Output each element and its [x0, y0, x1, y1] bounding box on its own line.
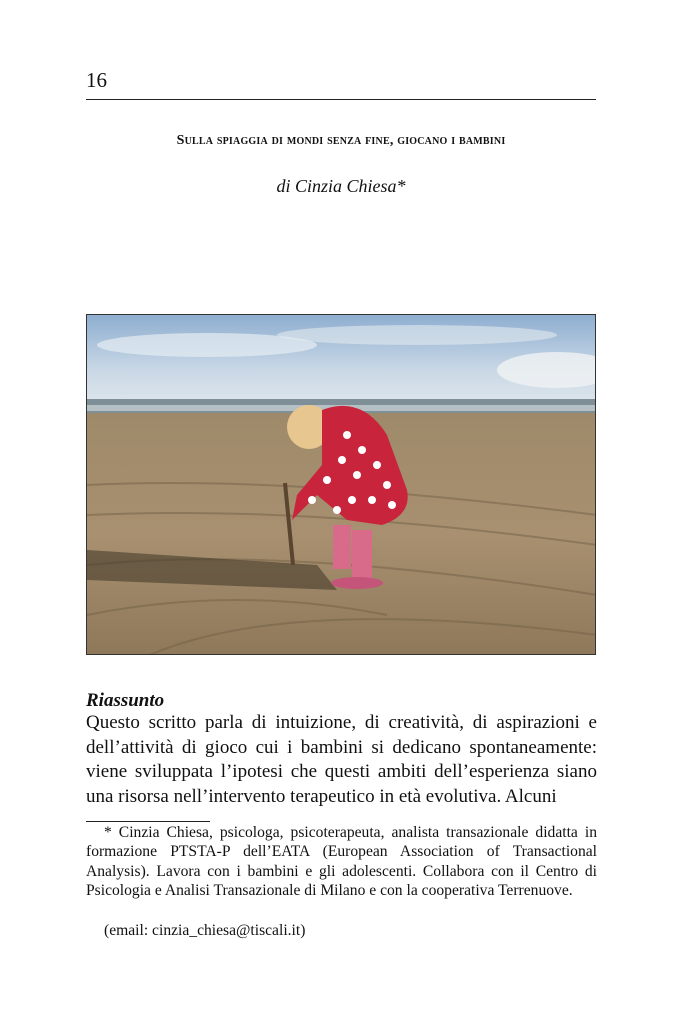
footnote-rule	[86, 821, 210, 822]
child-on-beach-photo	[86, 314, 596, 655]
footnote-text: * Cinzia Chiesa, psicologa, psicoterapeuta, analista transazionale didatta in formazione PTSTA-P dell’EATA (European Association of Transactional Analysis). Lavora con i bambini e gli adolescenti. Collabora con il Centro di Psicologia e Analisi Transazionale di Milano e con la cooperativa Terrenuove.	[86, 824, 597, 900]
author-byline: di Cinzia Chiesa*	[276, 176, 406, 196]
article-title: Sulla spiaggia di mondi senza fine, giocano i bambini	[176, 133, 506, 148]
author-footnote	[86, 823, 597, 901]
cloud	[277, 325, 557, 345]
page-number: 16	[86, 68, 107, 92]
abstract-text: Questo scritto parla di intuizione, di creatività, di aspirazioni e dell’attività di gioco cui i bambini si dedicano spontaneamente: viene sviluppata l’ipotesi che questi ambiti dell’esperienza siano una risorsa nell’intervento terapeutico in età evolutiva. Alcuni	[86, 712, 597, 807]
header-rule	[86, 99, 596, 100]
author-email[interactable]: (email: cinzia_chiesa@tiscali.it)	[104, 922, 306, 939]
abstract-heading: Riassunto	[86, 690, 165, 711]
